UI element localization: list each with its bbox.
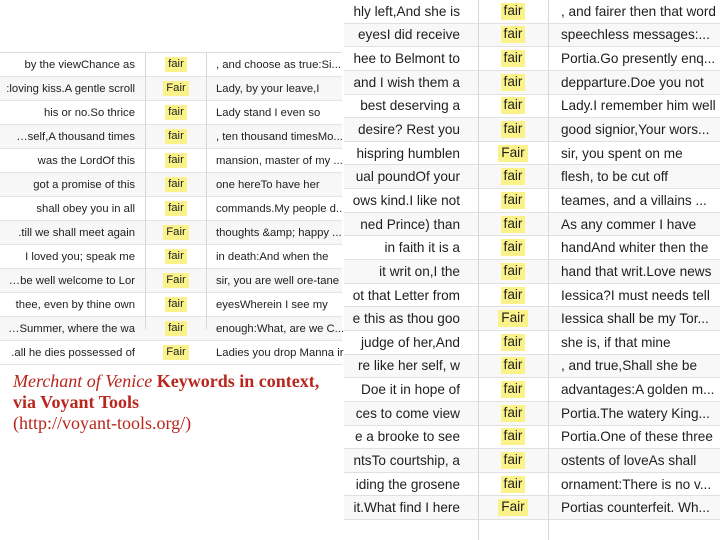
keyword-highlight: fair: [165, 249, 187, 263]
left-context: [344, 165, 460, 188]
left-context-text: thee, even by thine own: [15, 298, 135, 311]
keyword-cell: [156, 221, 196, 244]
right-context: [216, 245, 342, 268]
caption-close-paren: ): [185, 413, 192, 433]
left-context: [344, 260, 460, 283]
keyword-cell: [496, 426, 530, 449]
left-context: [0, 173, 135, 196]
left-context-text: hispring humblen: [356, 145, 460, 161]
right-context: [216, 53, 342, 76]
keyword-highlight: fair: [165, 321, 187, 335]
keyword-cell: [496, 189, 530, 212]
kwic-row[interactable]: [344, 449, 720, 473]
right-context: [216, 101, 342, 124]
column-divider: [548, 0, 549, 540]
right-context-text: , and fairer then that word: [561, 3, 716, 19]
left-context: [0, 269, 135, 292]
left-context: [0, 341, 135, 364]
kwic-row[interactable]: [0, 293, 342, 317]
right-context-text: Iessica?I must needs tell: [561, 287, 710, 303]
keyword-highlight: Fair: [163, 225, 188, 239]
left-context-text: got a promise of this: [33, 178, 135, 191]
right-context-text: Lady.I remember him well: [561, 98, 716, 114]
left-context: [344, 0, 460, 23]
right-context: [216, 341, 342, 364]
keyword-cell: [156, 53, 196, 76]
right-context-text: advantages:A golden m...: [561, 382, 715, 398]
right-context-text: , ten thousand timesMo...: [216, 130, 343, 143]
kwic-table-right: [344, 0, 720, 540]
kwic-row[interactable]: [344, 189, 720, 213]
right-context-text: depparture.Doe you not: [561, 74, 704, 90]
right-context-text: As any commer I have: [561, 216, 697, 232]
right-context: [561, 71, 720, 94]
right-context-text: , and true,Shall she be: [561, 358, 698, 374]
keyword-highlight: fair: [501, 381, 526, 398]
left-context-text: e a brooke to see: [354, 429, 460, 445]
left-context: [0, 245, 135, 268]
right-context: [561, 284, 720, 307]
kwic-row[interactable]: [0, 125, 342, 149]
left-context: [0, 197, 135, 220]
right-context: [216, 149, 342, 172]
right-context-text: mansion, master of my ...: [216, 154, 343, 167]
keyword-cell: [496, 331, 530, 354]
left-context: [344, 142, 460, 165]
right-context-text: she is, if that mine: [561, 334, 671, 350]
keyword-cell: [156, 125, 196, 148]
keyword-cell: [496, 449, 530, 472]
keyword-highlight: fair: [501, 168, 526, 185]
left-context: [344, 473, 460, 496]
kwic-row[interactable]: [344, 260, 720, 284]
keyword-cell: [496, 118, 530, 141]
left-context-text: eyesI did receive: [357, 27, 460, 43]
right-context-text: good signior,Your wors...: [561, 122, 710, 138]
right-context-text: Portias counterfeit. Wh...: [561, 500, 710, 516]
kwic-row[interactable]: [344, 402, 720, 426]
left-context: [344, 189, 460, 212]
right-context: [561, 47, 720, 70]
keyword-cell: [156, 293, 196, 316]
left-context-text: …self,A thousand times: [16, 130, 135, 143]
left-context-text: iding the grosene: [355, 476, 460, 492]
keyword-highlight: fair: [501, 74, 526, 91]
right-context-text: hand that writ.Love news: [561, 263, 712, 279]
left-context-text: ual poundOf your: [355, 169, 460, 185]
keyword-highlight: fair: [501, 121, 526, 138]
left-context: [0, 221, 135, 244]
keyword-cell: [496, 284, 530, 307]
right-context-text: , and choose as true:Si...: [216, 58, 341, 71]
keyword-cell: [496, 165, 530, 188]
right-context: [561, 378, 720, 401]
keyword-highlight: fair: [501, 405, 526, 422]
kwic-row[interactable]: [0, 245, 342, 269]
left-context-text: …be well welcome to Lor: [8, 274, 135, 287]
right-context-text: handAnd whiter then the: [561, 240, 709, 256]
keyword-highlight: Fair: [163, 273, 188, 287]
keyword-cell: [496, 307, 530, 330]
kwic-row[interactable]: [344, 47, 720, 71]
right-context-text: Lady stand I even so: [216, 106, 321, 119]
right-context: [561, 473, 720, 496]
keyword-highlight: fair: [501, 428, 526, 445]
right-context: [561, 24, 720, 47]
keyword-highlight: fair: [501, 216, 526, 233]
left-context-text: .till we shall meet again: [18, 226, 135, 239]
keyword-highlight: fair: [501, 287, 526, 304]
kwic-row[interactable]: [0, 149, 342, 173]
keyword-cell: [496, 47, 530, 70]
right-context: [561, 189, 720, 212]
keyword-cell: [156, 317, 196, 340]
keyword-highlight: fair: [501, 334, 526, 351]
kwic-table-left: [0, 52, 345, 359]
kwic-row[interactable]: [344, 71, 720, 95]
right-context: [561, 142, 720, 165]
right-context-text: speechless messages:...: [561, 27, 710, 43]
keyword-cell: [156, 173, 196, 196]
right-context: [561, 260, 720, 283]
left-context-text: judge of her,And: [360, 334, 460, 350]
left-context-text: shall obey you in all: [36, 202, 135, 215]
left-context-text: hly left,And she is: [353, 3, 460, 19]
right-context-text: Portia.The watery King...: [561, 405, 710, 421]
left-context: [344, 236, 460, 259]
kwic-row[interactable]: [344, 24, 720, 48]
kwic-row[interactable]: [344, 473, 720, 497]
kwic-row[interactable]: [0, 173, 342, 197]
left-context-text: in faith it is a: [384, 240, 460, 256]
right-context-text: sir, you spent on me: [561, 145, 683, 161]
kwic-row[interactable]: [0, 269, 342, 293]
kwic-rows: [0, 53, 345, 365]
right-context-text: enough:What, are we C...: [216, 322, 345, 335]
left-context: [0, 293, 135, 316]
keyword-cell: [496, 95, 530, 118]
keyword-cell: [496, 378, 530, 401]
left-context-text: and I wish them a: [353, 74, 460, 90]
kwic-row[interactable]: [0, 101, 342, 125]
kwic-row[interactable]: [344, 307, 720, 331]
right-context-text: Ladies you drop Manna ir: [216, 346, 344, 359]
right-context-text: ornament:There is no v...: [561, 476, 712, 492]
keyword-highlight: Fair: [163, 345, 188, 359]
right-context-text: teames, and a villains ...: [561, 192, 707, 208]
kwic-row[interactable]: [0, 77, 342, 101]
left-context-text: re like her self, w: [358, 358, 460, 374]
left-context-text: Doe it in hope of: [361, 382, 460, 398]
kwic-row[interactable]: [344, 95, 720, 119]
right-context-text: in death:And when the: [216, 250, 329, 263]
keyword-cell: [156, 101, 196, 124]
kwic-row[interactable]: [344, 426, 720, 450]
keyword-highlight: Fair: [498, 499, 527, 516]
left-context: [0, 149, 135, 172]
kwic-row[interactable]: [0, 197, 342, 221]
left-context-text: desire? Rest you: [357, 122, 460, 138]
right-context: [561, 118, 720, 141]
right-context: [561, 236, 720, 259]
left-context-text: ces to come view: [355, 405, 460, 421]
left-context: [344, 402, 460, 425]
right-context: [216, 173, 342, 196]
keyword-highlight: fair: [165, 105, 187, 119]
kwic-row[interactable]: [344, 331, 720, 355]
left-context-text: hee to Belmont to: [353, 51, 460, 67]
left-context-text: ntsTo courtship, a: [353, 452, 460, 468]
keyword-highlight: fair: [165, 153, 187, 167]
left-context: [344, 95, 460, 118]
kwic-row[interactable]: [344, 142, 720, 166]
left-context-text: ot that Letter from: [352, 287, 460, 303]
left-context-text: ows kind.I like not: [352, 192, 460, 208]
left-context: [344, 71, 460, 94]
left-context: [344, 331, 460, 354]
right-context-text: Portia.Go presently enq...: [561, 51, 716, 67]
keyword-cell: [496, 402, 530, 425]
column-divider: [145, 53, 146, 329]
left-context: [344, 307, 460, 330]
right-context: [561, 0, 720, 23]
caption-text: Keywords in context, via Voyant Tools: [13, 371, 320, 412]
keyword-cell: [496, 473, 530, 496]
left-context: [344, 426, 460, 449]
kwic-row[interactable]: [0, 317, 345, 341]
left-context-text: was the LordOf this: [37, 154, 135, 167]
right-context: [561, 95, 720, 118]
left-context: [0, 125, 135, 148]
caption-open-paren: (: [13, 413, 19, 433]
keyword-highlight: fair: [501, 357, 526, 374]
column-divider: [206, 53, 207, 329]
left-context: [0, 101, 135, 124]
left-context-text: :loving kiss.A gentle scroll: [6, 82, 135, 95]
kwic-row[interactable]: [344, 0, 720, 24]
right-context: [561, 165, 720, 188]
keyword-highlight: fair: [501, 263, 526, 280]
keyword-cell: [496, 355, 530, 378]
kwic-rows: [344, 0, 720, 520]
right-context-text: Portia.One of these three: [561, 429, 713, 445]
keyword-cell: [496, 142, 530, 165]
left-context: [0, 53, 135, 76]
right-context: [561, 402, 720, 425]
right-context: [216, 221, 342, 244]
caption-title: Merchant of Venice: [13, 371, 153, 391]
keyword-cell: [156, 197, 196, 220]
kwic-row[interactable]: [344, 284, 720, 308]
right-context: [561, 331, 720, 354]
keyword-cell: [496, 213, 530, 236]
keyword-highlight: fair: [501, 239, 526, 256]
right-context: [561, 449, 720, 472]
left-context-text: by the viewChance as: [24, 58, 135, 71]
left-context-text: e this as thou goo: [352, 311, 460, 327]
left-context: [344, 496, 460, 519]
keyword-highlight: Fair: [163, 81, 188, 95]
left-context-text: best deserving a: [360, 98, 460, 114]
kwic-row[interactable]: [344, 236, 720, 260]
kwic-row[interactable]: [344, 378, 720, 402]
left-context: [344, 284, 460, 307]
kwic-row[interactable]: [0, 341, 342, 365]
left-context-text: …Summer, where the wa: [8, 322, 135, 335]
kwic-row[interactable]: [344, 213, 720, 237]
right-context: [561, 307, 720, 330]
keyword-cell: [156, 245, 196, 268]
keyword-cell: [496, 496, 530, 519]
keyword-cell: [156, 149, 196, 172]
left-context-text: ned Prince) than: [360, 216, 460, 232]
left-context: [344, 118, 460, 141]
right-context: [216, 197, 342, 220]
right-context: [561, 355, 720, 378]
right-context-text: one hereTo have her: [216, 178, 320, 191]
keyword-cell: [156, 77, 196, 100]
voyant-link[interactable]: http://voyant-tools.org/: [19, 413, 186, 433]
right-context: [216, 125, 342, 148]
right-context: [561, 426, 720, 449]
left-context: [344, 47, 460, 70]
right-context-text: flesh, to be cut off: [561, 169, 669, 185]
left-context: [0, 77, 135, 100]
left-context-text: .all he dies possessed of: [11, 346, 135, 359]
right-context: [216, 293, 342, 316]
keyword-cell: [496, 0, 530, 23]
left-context-text: I loved you; speak me: [25, 250, 135, 263]
kwic-row[interactable]: [344, 355, 720, 379]
keyword-highlight: fair: [501, 476, 526, 493]
left-context: [0, 317, 135, 340]
keyword-cell: [496, 24, 530, 47]
right-context-text: thoughts &amp; happy ...: [216, 226, 342, 239]
kwic-row[interactable]: [344, 118, 720, 142]
left-context: [344, 355, 460, 378]
column-divider: [478, 0, 479, 540]
right-context: [561, 213, 720, 236]
keyword-highlight: fair: [501, 452, 526, 469]
keyword-highlight: fair: [501, 3, 526, 20]
keyword-highlight: fair: [165, 57, 187, 71]
right-context-text: commands.My people d..: [216, 202, 343, 215]
keyword-cell: [496, 71, 530, 94]
keyword-highlight: fair: [501, 26, 526, 43]
slide-caption: [13, 371, 333, 434]
left-context: [344, 24, 460, 47]
keyword-highlight: Fair: [498, 145, 527, 162]
right-context: [216, 77, 342, 100]
keyword-cell: [156, 341, 196, 364]
keyword-cell: [496, 236, 530, 259]
right-context-text: eyesWherein I see my: [216, 298, 328, 311]
keyword-highlight: fair: [165, 129, 187, 143]
keyword-highlight: fair: [501, 50, 526, 67]
kwic-row[interactable]: [0, 221, 342, 245]
keyword-highlight: fair: [165, 201, 187, 215]
keyword-cell: [156, 269, 196, 292]
right-context-text: ostents of loveAs shall: [561, 452, 697, 468]
right-context-text: Iessica shall be my Tor...: [561, 311, 709, 327]
right-context: [561, 496, 720, 519]
right-context: [216, 269, 342, 292]
left-context: [344, 213, 460, 236]
right-context: [216, 317, 345, 340]
keyword-highlight: fair: [165, 297, 187, 311]
right-context-text: Lady, by your leave,I: [216, 82, 320, 95]
left-context: [344, 449, 460, 472]
keyword-highlight: fair: [501, 97, 526, 114]
keyword-highlight: Fair: [498, 310, 527, 327]
left-context-text: it writ on,I the: [379, 263, 460, 279]
left-context: [344, 378, 460, 401]
kwic-row[interactable]: [0, 53, 342, 77]
kwic-row[interactable]: [344, 165, 720, 189]
right-context-text: sir, you are well ore-tane: [216, 274, 340, 287]
keyword-cell: [496, 260, 530, 283]
left-context-text: his or no.So thrice: [43, 106, 135, 119]
keyword-highlight: fair: [501, 192, 526, 209]
kwic-row[interactable]: [344, 496, 720, 520]
keyword-highlight: fair: [165, 177, 187, 191]
left-context-text: it.What find I here: [353, 500, 460, 516]
